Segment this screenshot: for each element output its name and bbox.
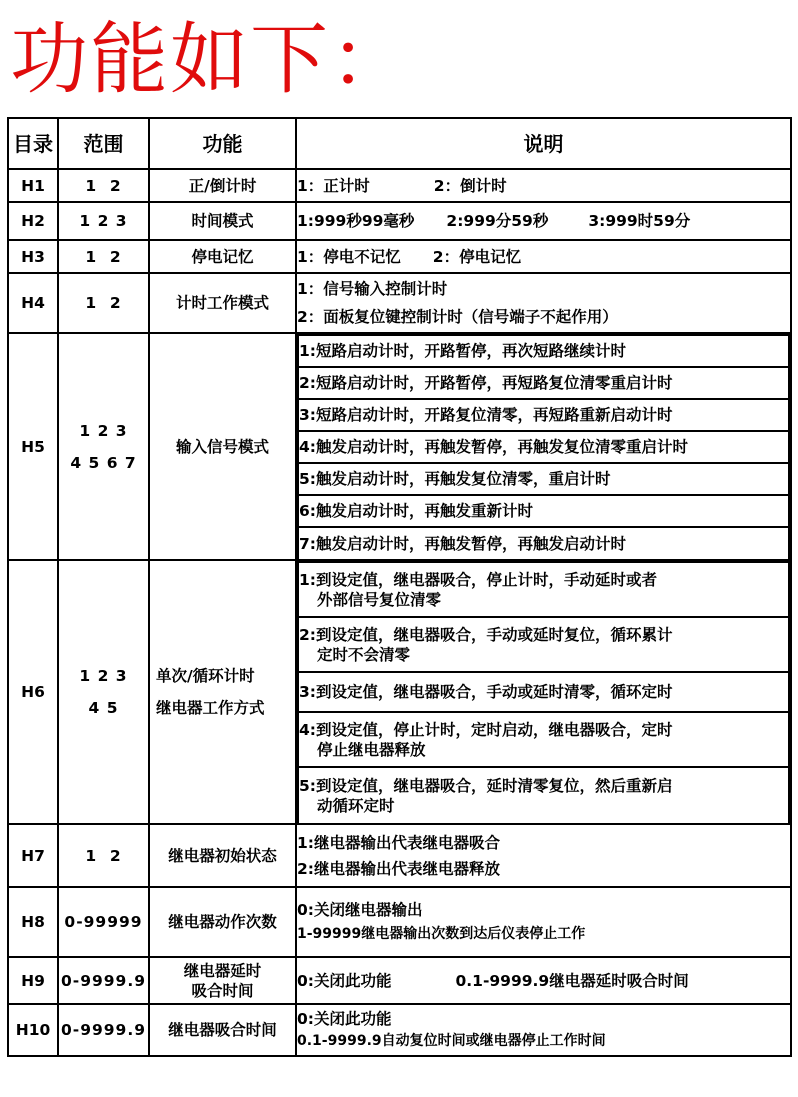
row-description xyxy=(296,240,791,273)
row-code: H7 xyxy=(8,824,58,887)
desc-item: 1:短路启动计时，开路暂停，再次短路继续计时 xyxy=(298,335,789,367)
row-function: 继电器初始状态 xyxy=(149,824,296,887)
table-row xyxy=(8,333,791,560)
desc-text: 2:999分59秒 xyxy=(446,212,549,230)
row-code: H10 xyxy=(8,1004,58,1056)
row-description xyxy=(296,273,791,333)
row-range: 1 2 3 xyxy=(58,202,149,240)
desc-item: 1:到设定值，继电器吸合，停止计时，手动延时或者 外部信号复位清零 xyxy=(298,562,789,617)
function-line: 单次/循环计时 xyxy=(156,667,255,685)
row-range: 0-9999.9 xyxy=(58,957,149,1004)
row-description xyxy=(296,1004,791,1056)
table-row xyxy=(8,560,791,824)
row-description xyxy=(296,333,791,560)
desc-item: 3:到设定值，继电器吸合，手动或延时清零，循环定时 xyxy=(298,672,789,712)
range-line: 1 2 3 xyxy=(79,421,128,440)
row-function: 时间模式 xyxy=(149,202,296,240)
table-row xyxy=(8,824,791,887)
desc-text: 0:关闭继电器输出 xyxy=(297,901,423,919)
row-description xyxy=(296,957,791,1004)
table-row xyxy=(8,1004,791,1056)
desc-text: 1：正计时 xyxy=(297,176,370,195)
row-code: H8 xyxy=(8,887,58,957)
header-function: 功能 xyxy=(149,118,296,169)
desc-text: 1：信号输入控制计时 xyxy=(297,280,448,298)
desc-text: 0:关闭此功能 xyxy=(297,1010,392,1028)
row-code: H2 xyxy=(8,202,58,240)
row-range: 1 2 xyxy=(58,273,149,333)
desc-item: 4:到设定值，停止计时，定时启动，继电器吸合，定时 停止继电器释放 xyxy=(298,712,789,767)
header-range: 范围 xyxy=(58,118,149,169)
row-code: H4 xyxy=(8,273,58,333)
row-function: 输入信号模式 xyxy=(149,333,296,560)
row-code: H9 xyxy=(8,957,58,1004)
row-description xyxy=(296,824,791,887)
desc-text: 0.1-9999.9继电器延时吸合时间 xyxy=(455,971,689,990)
desc-text: 1:999秒99毫秒 xyxy=(297,212,415,230)
function-line: 吸合时间 xyxy=(191,981,254,1000)
row-range: 1 2 xyxy=(58,240,149,273)
range-line: 4 5 xyxy=(88,699,119,717)
desc-text: 0:关闭此功能 xyxy=(297,971,392,990)
row-range: 1 2 xyxy=(58,824,149,887)
desc-text: 3:999时59分 xyxy=(588,212,691,230)
desc-text: 2：停电记忆 xyxy=(432,247,522,266)
row-range: 1 2 xyxy=(58,169,149,202)
row-description xyxy=(296,887,791,957)
row-range xyxy=(58,333,149,560)
desc-item: 4:触发启动计时，再触发暂停，再触发复位清零重启计时 xyxy=(298,431,789,463)
row-function: 正/倒计时 xyxy=(149,169,296,202)
desc-item: 2:短路启动计时，开路暂停，再短路复位清零重启计时 xyxy=(298,367,789,399)
table-row xyxy=(8,887,791,957)
table-row xyxy=(8,169,791,202)
desc-text: 2：倒计时 xyxy=(433,176,507,195)
row-code: H3 xyxy=(8,240,58,273)
range-line: 4 5 6 7 xyxy=(70,453,137,472)
header-description: 说明 xyxy=(296,118,791,169)
desc-item: 5:触发启动计时，再触发复位清零，重启计时 xyxy=(298,463,789,495)
desc-text: 0.1-9999.9自动复位时间或继电器停止工作时间 xyxy=(297,1033,606,1049)
table-row xyxy=(8,202,791,240)
row-function xyxy=(149,560,296,824)
desc-item: 3:短路启动计时，开路复位清零，再短路重新启动计时 xyxy=(298,399,789,431)
row-function xyxy=(149,957,296,1004)
table-row xyxy=(8,240,791,273)
row-code: H5 xyxy=(8,333,58,560)
row-function: 继电器吸合时间 xyxy=(149,1004,296,1056)
function-line: 继电器延时 xyxy=(183,961,262,980)
row-code: H1 xyxy=(8,169,58,202)
row-function: 继电器动作次数 xyxy=(149,887,296,957)
desc-text: 1：停电不记忆 xyxy=(297,247,401,266)
desc-text: 1:继电器输出代表继电器吸合 xyxy=(297,833,500,852)
row-function: 计时工作模式 xyxy=(149,273,296,333)
function-line: 继电器工作方式 xyxy=(156,699,265,717)
row-description xyxy=(296,560,791,824)
desc-text: 1-99999继电器输出次数到达后仪表停止工作 xyxy=(297,926,586,942)
row-description xyxy=(296,202,791,240)
row-code: H6 xyxy=(8,560,58,824)
desc-text: 2：面板复位键控制计时（信号端子不起作用） xyxy=(297,308,618,326)
desc-item: 5:到设定值，继电器吸合，延时清零复位，然后重新启 动循环定时 xyxy=(298,767,789,823)
row-range xyxy=(58,560,149,824)
table-row xyxy=(8,273,791,333)
row-range: 0-9999.9 xyxy=(58,1004,149,1056)
row-description xyxy=(296,169,791,202)
row-function: 停电记忆 xyxy=(149,240,296,273)
table-row xyxy=(8,957,791,1004)
row-range: 0-99999 xyxy=(58,887,149,957)
desc-text: 2:继电器输出代表继电器释放 xyxy=(297,859,500,878)
header-code: 目录 xyxy=(8,118,58,169)
range-line: 1 2 3 xyxy=(79,667,128,685)
desc-item: 6:触发启动计时，再触发重新计时 xyxy=(298,495,789,527)
function-table xyxy=(7,117,792,1057)
desc-item: 7:触发启动计时，再触发暂停，再触发启动计时 xyxy=(298,527,789,559)
table-header-row xyxy=(8,118,791,169)
page-title: 功能如下： xyxy=(10,15,411,105)
desc-item: 2:到设定值，继电器吸合，手动或延时复位，循环累计 定时不会清零 xyxy=(298,617,789,672)
